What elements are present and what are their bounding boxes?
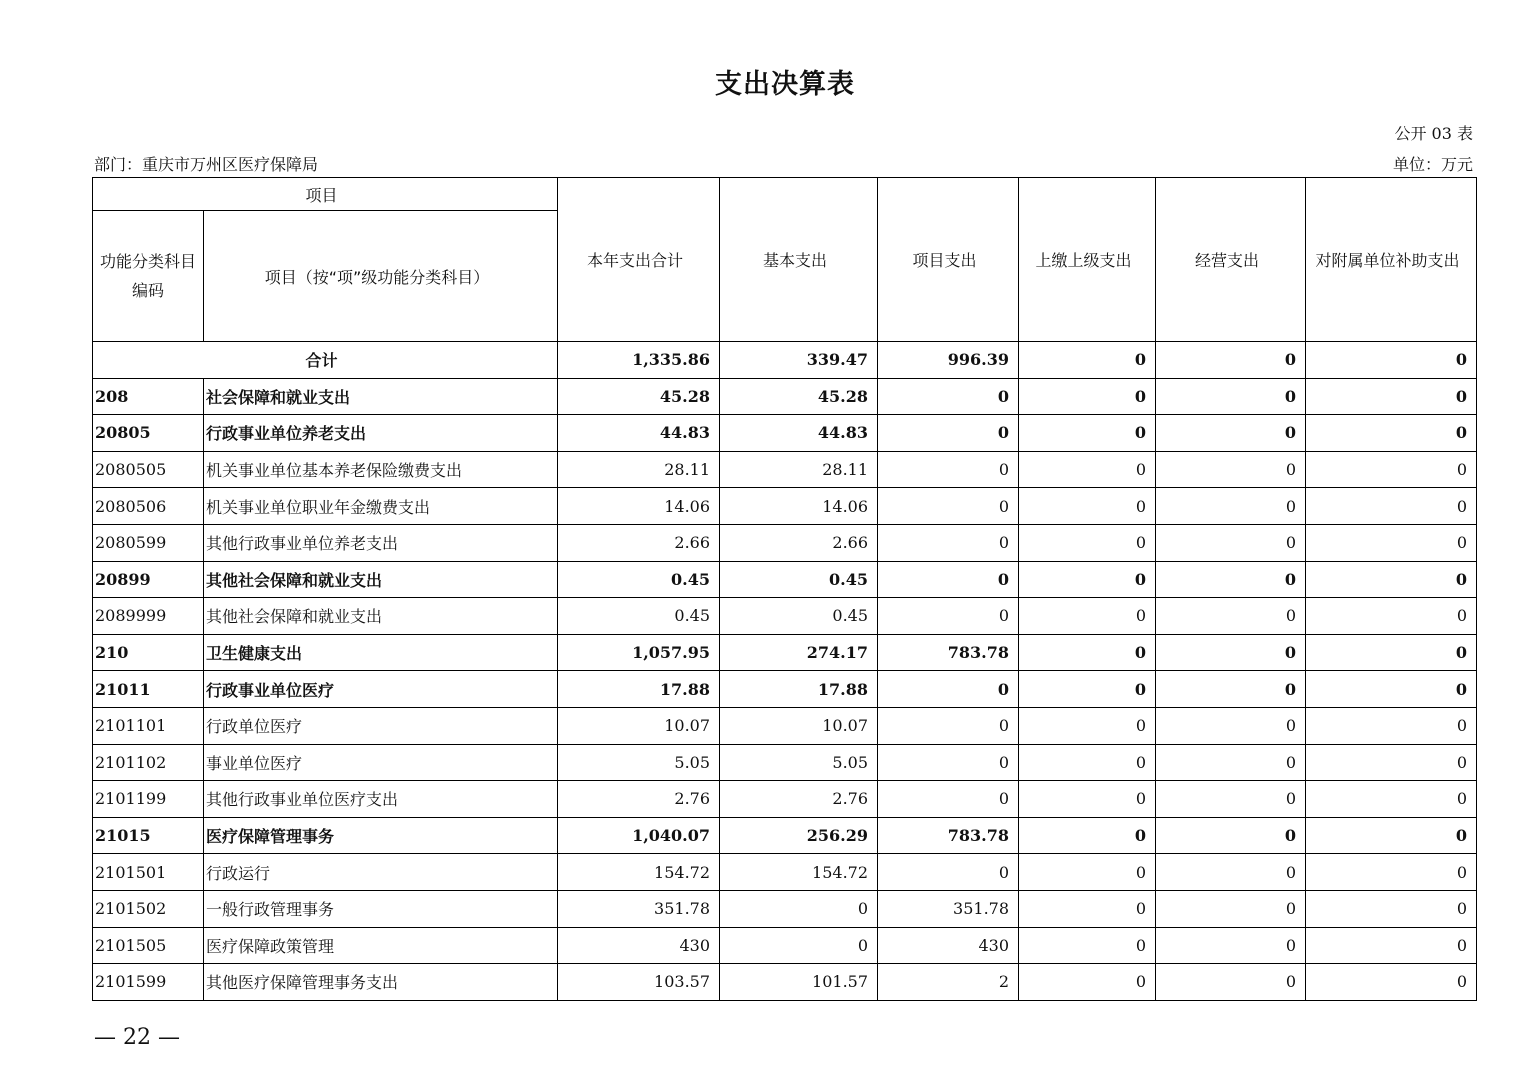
row-value: 14.06 [720, 488, 878, 525]
row-value: 0 [1156, 927, 1306, 964]
row-value: 0 [878, 744, 1019, 781]
row-value: 17.88 [558, 671, 720, 708]
row-value: 2 [878, 964, 1019, 1001]
row-code: 2101101 [93, 707, 204, 744]
row-value: 783.78 [878, 817, 1019, 854]
row-value: 1,040.07 [558, 817, 720, 854]
row-value: 5.05 [720, 744, 878, 781]
row-code: 2101199 [93, 781, 204, 818]
row-value: 351.78 [558, 890, 720, 927]
table-row [93, 707, 1477, 744]
row-value: 783.78 [878, 634, 1019, 671]
row-value: 101.57 [720, 964, 878, 1001]
table-row [93, 451, 1477, 488]
row-value: 1,057.95 [558, 634, 720, 671]
row-value: 0 [1156, 598, 1306, 635]
row-code: 20899 [93, 561, 204, 598]
page-title: 支出决算表 [715, 69, 855, 100]
row-value: 17.88 [720, 671, 878, 708]
row-value: 2.66 [720, 524, 878, 561]
row-code: 208 [93, 378, 204, 415]
department-label: 部门：重庆市万州区医疗保障局 [94, 155, 319, 174]
row-name: 其他行政事业单位养老支出 [204, 524, 558, 561]
header-project: 项目支出 [878, 178, 1019, 342]
row-value: 154.72 [720, 854, 878, 891]
row-name: 医疗保障政策管理 [204, 927, 558, 964]
row-value: 0 [878, 781, 1019, 818]
row-value: 0 [1306, 451, 1477, 488]
row-value: 0 [1019, 707, 1156, 744]
row-value: 0.45 [720, 598, 878, 635]
row-value: 0 [1156, 415, 1306, 452]
row-value: 0 [1019, 561, 1156, 598]
row-code: 2080506 [93, 488, 204, 525]
table-number: 公开 03 表 [1394, 124, 1473, 143]
row-value: 256.29 [720, 817, 878, 854]
row-value: 0 [1306, 415, 1477, 452]
row-value: 2.76 [720, 781, 878, 818]
header-basic: 基本支出 [720, 178, 878, 342]
row-value: 0 [878, 415, 1019, 452]
row-value: 10.07 [558, 707, 720, 744]
row-value: 0 [878, 707, 1019, 744]
row-value: 0 [1156, 634, 1306, 671]
row-value: 0 [878, 488, 1019, 525]
row-value: 0 [1306, 927, 1477, 964]
row-value: 14.06 [558, 488, 720, 525]
row-value: 45.28 [720, 378, 878, 415]
row-name: 行政运行 [204, 854, 558, 891]
row-value: 2.66 [558, 524, 720, 561]
total-value: 339.47 [720, 342, 878, 379]
table-row [93, 598, 1477, 635]
row-name: 机关事业单位基本养老保险缴费支出 [204, 451, 558, 488]
row-code: 2101599 [93, 964, 204, 1001]
row-value: 0 [1156, 488, 1306, 525]
row-value: 0 [1306, 671, 1477, 708]
table-row [93, 964, 1477, 1001]
row-code: 2101102 [93, 744, 204, 781]
row-value: 0 [1156, 744, 1306, 781]
row-value: 0 [1306, 598, 1477, 635]
row-code: 2101505 [93, 927, 204, 964]
row-name: 其他医疗保障管理事务支出 [204, 964, 558, 1001]
row-value: 351.78 [878, 890, 1019, 927]
row-code: 21011 [93, 671, 204, 708]
row-value: 0 [1156, 707, 1306, 744]
row-value: 0 [720, 927, 878, 964]
total-value: 0 [1306, 342, 1477, 379]
row-value: 0 [1019, 634, 1156, 671]
row-code: 210 [93, 634, 204, 671]
table-row [93, 415, 1477, 452]
header-upper: 上缴上级支出 [1019, 178, 1156, 342]
table-row [93, 854, 1477, 891]
row-value: 0 [1306, 817, 1477, 854]
row-value: 0 [1019, 927, 1156, 964]
table-row [93, 671, 1477, 708]
unit-label: 单位：万元 [1392, 155, 1473, 174]
row-value: 0 [878, 451, 1019, 488]
row-name: 社会保障和就业支出 [204, 378, 558, 415]
row-name: 其他社会保障和就业支出 [204, 561, 558, 598]
row-value: 0 [878, 854, 1019, 891]
row-value: 0 [1019, 781, 1156, 818]
row-value: 0 [1019, 598, 1156, 635]
table-row [93, 744, 1477, 781]
row-value: 0 [1306, 964, 1477, 1001]
expenditure-table [92, 177, 1477, 1001]
row-value: 0 [1156, 561, 1306, 598]
row-value: 0 [720, 890, 878, 927]
row-value: 0 [1306, 744, 1477, 781]
row-value: 103.57 [558, 964, 720, 1001]
row-value: 0 [1019, 817, 1156, 854]
row-value: 0 [1306, 634, 1477, 671]
header-subsidy: 对附属单位补助支出 [1306, 178, 1477, 342]
row-name: 卫生健康支出 [204, 634, 558, 671]
row-value: 0 [1306, 561, 1477, 598]
table-row [93, 378, 1477, 415]
header-total: 本年支出合计 [558, 178, 720, 342]
row-name: 机关事业单位职业年金缴费支出 [204, 488, 558, 525]
table-row [93, 781, 1477, 818]
total-value: 1,335.86 [558, 342, 720, 379]
row-value: 0 [1019, 378, 1156, 415]
row-value: 10.07 [720, 707, 878, 744]
row-value: 0.45 [720, 561, 878, 598]
table-row [93, 927, 1477, 964]
row-name: 其他社会保障和就业支出 [204, 598, 558, 635]
total-value: 0 [1019, 342, 1156, 379]
row-value: 0 [1019, 854, 1156, 891]
table-row [93, 488, 1477, 525]
row-code: 21015 [93, 817, 204, 854]
row-value: 0 [1019, 451, 1156, 488]
row-value: 28.11 [720, 451, 878, 488]
row-value: 0 [878, 561, 1019, 598]
total-value: 996.39 [878, 342, 1019, 379]
row-value: 0 [1019, 890, 1156, 927]
row-value: 430 [558, 927, 720, 964]
row-value: 0 [1156, 817, 1306, 854]
row-value: 0.45 [558, 561, 720, 598]
row-code: 2080505 [93, 451, 204, 488]
row-value: 0 [1306, 524, 1477, 561]
row-value: 430 [878, 927, 1019, 964]
row-value: 0 [1306, 890, 1477, 927]
row-name: 事业单位医疗 [204, 744, 558, 781]
row-name: 行政事业单位养老支出 [204, 415, 558, 452]
row-value: 44.83 [720, 415, 878, 452]
row-name: 行政事业单位医疗 [204, 671, 558, 708]
row-name: 医疗保障管理事务 [204, 817, 558, 854]
row-value: 0 [1019, 415, 1156, 452]
row-value: 0 [878, 378, 1019, 415]
row-value: 5.05 [558, 744, 720, 781]
row-value: 44.83 [558, 415, 720, 452]
row-value: 0 [1156, 524, 1306, 561]
page-number: — 22 — [94, 1025, 180, 1050]
row-value: 0 [1019, 964, 1156, 1001]
row-value: 0 [1306, 378, 1477, 415]
row-value: 2.76 [558, 781, 720, 818]
row-code: 2089999 [93, 598, 204, 635]
header-item: 项目 [93, 178, 558, 211]
row-value: 0 [1156, 854, 1306, 891]
row-value: 274.17 [720, 634, 878, 671]
row-name: 一般行政管理事务 [204, 890, 558, 927]
total-label: 合计 [93, 342, 558, 379]
row-code: 2101501 [93, 854, 204, 891]
row-value: 0 [1306, 707, 1477, 744]
total-row [93, 342, 1477, 379]
row-value: 45.28 [558, 378, 720, 415]
table-row [93, 634, 1477, 671]
row-value: 0 [1156, 378, 1306, 415]
row-value: 0 [878, 524, 1019, 561]
row-value: 0 [1019, 488, 1156, 525]
row-code: 2101502 [93, 890, 204, 927]
row-value: 0 [1156, 671, 1306, 708]
row-value: 0 [1306, 488, 1477, 525]
table-row [93, 890, 1477, 927]
header-code: 功能分类科目编码 [93, 211, 204, 342]
row-value: 0 [1156, 781, 1306, 818]
row-name: 其他行政事业单位医疗支出 [204, 781, 558, 818]
row-value: 154.72 [558, 854, 720, 891]
row-value: 0 [1156, 451, 1306, 488]
row-value: 0 [1306, 854, 1477, 891]
row-name: 行政单位医疗 [204, 707, 558, 744]
table-row [93, 524, 1477, 561]
header-name: 项目（按“项”级功能分类科目） [204, 211, 558, 342]
row-value: 28.11 [558, 451, 720, 488]
total-value: 0 [1156, 342, 1306, 379]
row-code: 20805 [93, 415, 204, 452]
row-value: 0 [1019, 744, 1156, 781]
row-value: 0 [878, 598, 1019, 635]
table-row [93, 817, 1477, 854]
row-value: 0.45 [558, 598, 720, 635]
row-value: 0 [878, 671, 1019, 708]
row-value: 0 [1306, 781, 1477, 818]
row-code: 2080599 [93, 524, 204, 561]
table-row [93, 561, 1477, 598]
row-value: 0 [1019, 524, 1156, 561]
row-value: 0 [1156, 890, 1306, 927]
header-business: 经营支出 [1156, 178, 1306, 342]
row-value: 0 [1156, 964, 1306, 1001]
row-value: 0 [1019, 671, 1156, 708]
